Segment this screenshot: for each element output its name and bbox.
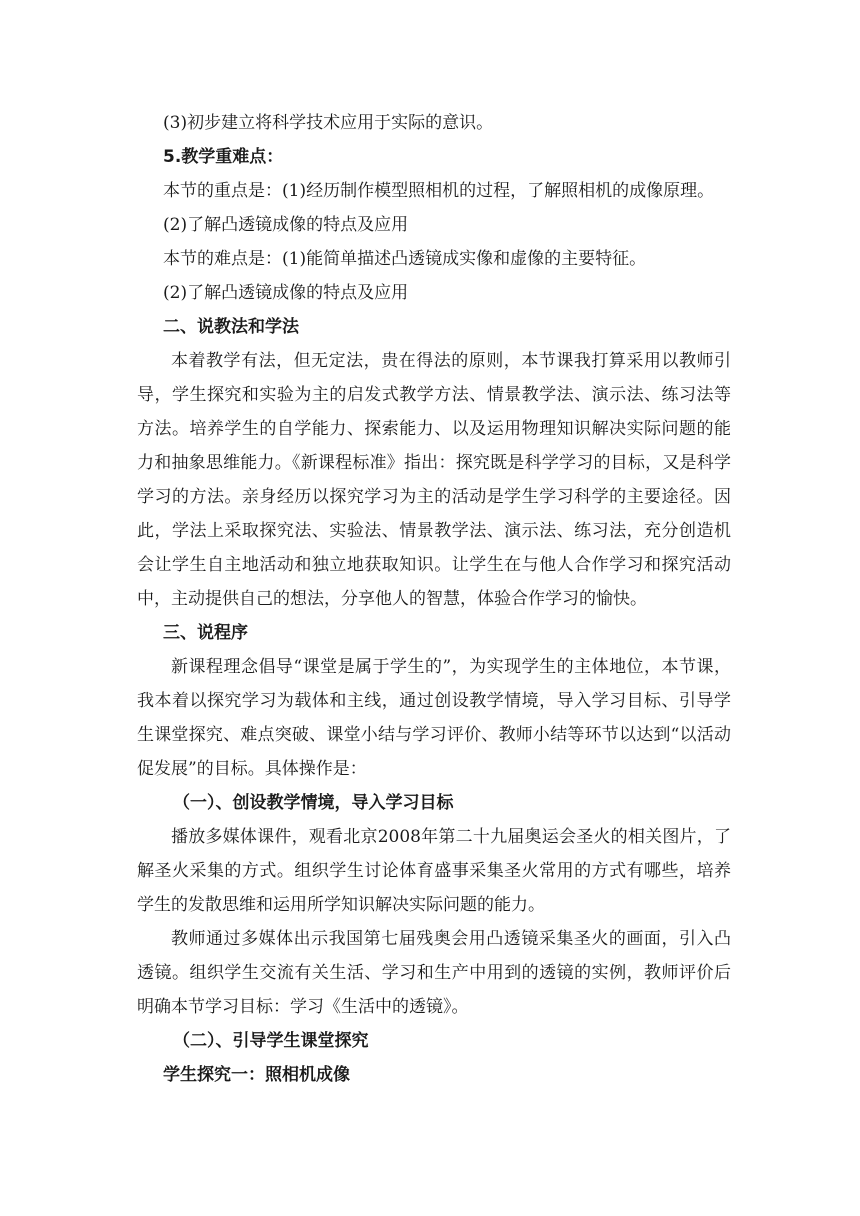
inquiry-heading-1: 学生探究一：照相机成像 — [163, 1065, 350, 1085]
subsection-heading-2: （二）、引导学生课堂探究 — [173, 1031, 369, 1051]
objective-3: (3)初步建立将科学技术应用于实际的意识。 — [163, 113, 494, 133]
key-point-2: (2)了解凸透镜成像的特点及应用 — [163, 215, 409, 235]
difficult-point-1: 本节的难点是：(1)能简单描述凸透镜成实像和虚像的主要特征。 — [163, 249, 647, 269]
subsection-1-paragraph-b: 教师通过多媒体出示我国第七届残奥会用凸透镜采集圣火的画面，引入凸透镜。组织学生交流有关生活、学习和生产中用到的透镜的实例，教师评价后明确本节学习目标：学习《生活中的透镜》。 — [137, 929, 731, 1017]
subsection-heading-1: （一）、创设教学情境，导入学习目标 — [173, 793, 454, 813]
document-page — [137, 106, 731, 1092]
subsection-1-paragraph-a: 播放多媒体课件，观看北京2008年第二十九届奥运会圣火的相关图片，了解圣火采集的方式。组织学生讨论体育盛事采集圣火常用的方式有哪些，培养学生的发散思维和运用所学知识解决实际问题的能力。 — [137, 827, 731, 915]
section-heading-methods: 二、说教法和学法 — [163, 317, 299, 337]
procedure-paragraph: 新课程理念倡导“课堂是属于学生的”，为实现学生的主体地位，本节课，我本着以探究学习为载体和主线，通过创设教学情境，导入学习目标、引导学生课堂探究、难点突破、课堂小结与学习评价、教师小结等环节以达到“以活动促发展”的目标。具体操作是： — [137, 657, 731, 779]
difficult-point-2: (2)了解凸透镜成像的特点及应用 — [163, 283, 409, 303]
key-point-1: 本节的重点是：(1)经历制作模型照相机的过程，了解照相机的成像原理。 — [163, 181, 715, 201]
heading-key-difficult-points: 5.教学重难点： — [163, 147, 284, 167]
section-heading-procedure: 三、说程序 — [163, 623, 248, 643]
methods-paragraph: 本着教学有法，但无定法，贵在得法的原则，本节课我打算采用以教师引导，学生探究和实验为主的启发式教学方法、情景教学法、演示法、练习法等方法。培养学生的自学能力、探索能力、以及运用物理知识解决实际问题的能力和抽象思维能力。《新课程标准》指出：探究既是科学学习的目标，又是科学学习的方法。亲身经历以探究学习为主的活动是学生学习科学的主要途径。因此，学法上采取探究法、实验法、情景教学法、演示法、练习法，充分创造机会让学生自主地活动和独立地获取知识。让学生在与他人合作学习和探究活动中，主动提供自己的想法，分享他人的智慧，体验合作学习的愉快。 — [137, 351, 731, 609]
